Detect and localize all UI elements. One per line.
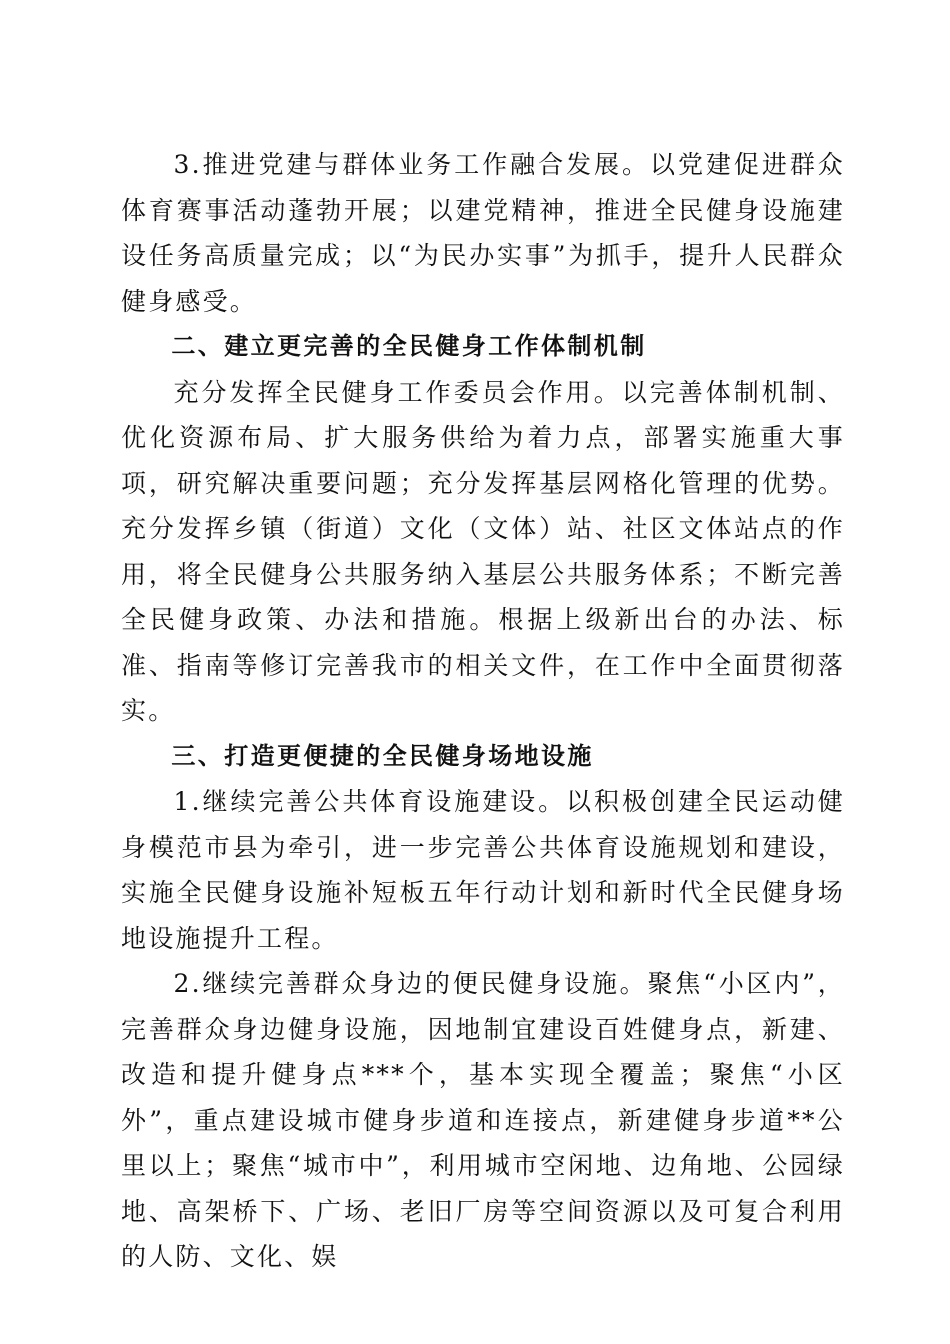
paragraph-public-facilities: 1.继续完善公共体育设施建设。以积极创建全民运动健身模范市县为牵引，进一步完善公共体育设施规划和建设，实施全民健身设施补短板五年行动计划和新时代全民健身场地设施提升工程。 — [121, 787, 845, 953]
document-body — [121, 142, 845, 1280]
paragraph-work-committee: 充分发挥全民健身工作委员会作用。以完善体制机制、优化资源布局、扩大服务供给为着力点，部署实施重大事项，研究解决重要问题；充分发挥基层网格化管理的优势。充分发挥乡镇（街道）文化（文体）站、社区文体站点的作用，将全民健身公共服务纳入基层公共服务体系；不断完善全民健身政策、办法和措施。根据上级新出台的办法、标准、指南等修订完善我市的相关文件，在工作中全面贯彻落实。 — [121, 377, 845, 725]
section-heading-3: 三、打造更便捷的全民健身场地设施 — [171, 741, 594, 770]
paragraph-party-building: 3.推进党建与群体业务工作融合发展。以党建促进群众体育赛事活动蓬勃开展；以建党精神，推进全民健身设施建设任务高质量完成；以“为民办实事”为抓手，提升人民群众健身感受。 — [121, 150, 845, 316]
paragraph-convenient-facilities: 2.继续完善群众身边的便民健身设施。聚焦“小区内”，完善群众身边健身设施，因地制宜建设百姓健身点，新建、改造和提升健身点***个，基本实现全覆盖；聚焦“小区外”，重点建设城市健身步道和连接点，新建健身步道**公里以上；聚焦“城市中”，利用城市空闲地、边角地、公园绿地、高架桥下、广场、老旧厂房等空间资源以及可复合利用的人防、文化、娱 — [121, 969, 845, 1271]
section-heading-2: 二、建立更完善的全民健身工作体制机制 — [171, 332, 647, 360]
